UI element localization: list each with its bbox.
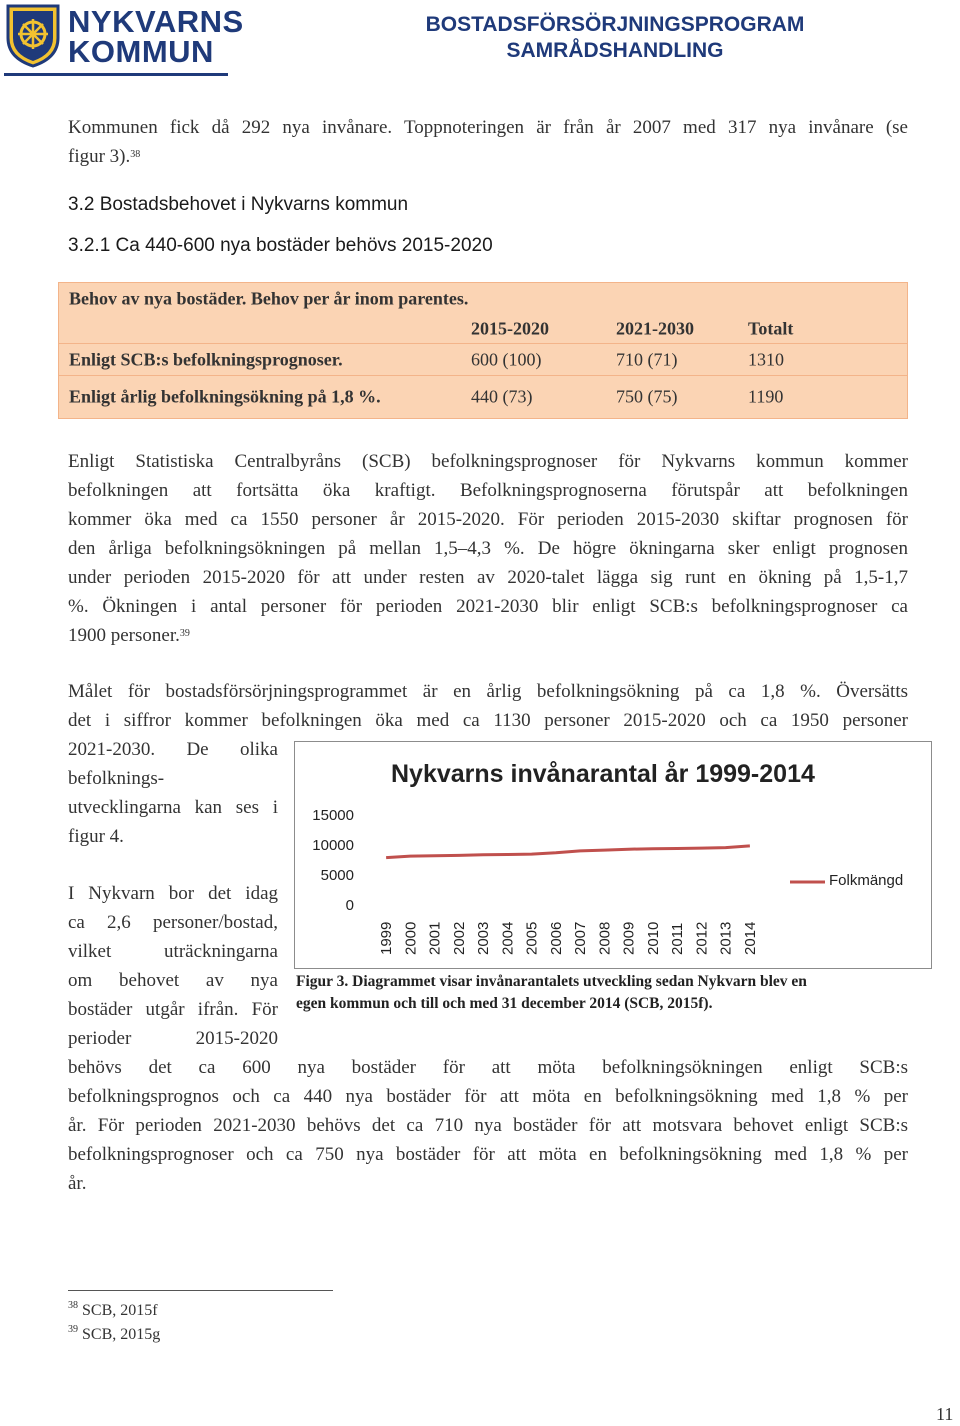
nykvarns-kommun-logo — [4, 2, 244, 78]
x-tick-label: 2000 — [402, 921, 420, 955]
x-tick-label: 2001 — [426, 921, 444, 955]
paragraph-line: befolkningsprognos och ca 440 nya bostäder för att möta en befolkningsökning med 1,8 % per — [68, 1086, 908, 1107]
y-tick-label: 15000 — [312, 807, 354, 824]
x-tick-label: 2005 — [523, 921, 541, 955]
paragraph-line: perioder 2015-2020 — [68, 1028, 278, 1049]
logo-text-line2: KOMMUN — [68, 34, 214, 69]
x-tick-label: 2011 — [669, 922, 687, 955]
logo-text-line1: NYKVARNS — [68, 4, 244, 39]
x-tick-label: 2009 — [620, 921, 638, 955]
footnote — [68, 1302, 158, 1320]
column-header: 2021-2030 — [616, 318, 694, 339]
series-line-folkmängd — [386, 846, 750, 858]
y-tick-label: 5000 — [320, 867, 354, 884]
intro-line: Kommunen fick då 292 nya invånare. Toppnoteringen är från år 2007 med 317 nya invånare (se — [68, 117, 908, 138]
table-header-row — [58, 282, 908, 344]
housing-paragraph-narrow — [68, 879, 278, 1053]
logo-underline — [4, 73, 228, 76]
document-title: BOSTADSFÖRSÖRJNINGSPROGRAM — [425, 13, 805, 36]
footnote-text: SCB, 2015f — [82, 1302, 158, 1319]
x-tick-label: 1999 — [378, 921, 396, 955]
paragraph-line: utvecklingarna kan ses i — [68, 797, 278, 818]
page-number: 11 — [936, 1404, 954, 1424]
housing-paragraph — [68, 1053, 908, 1198]
paragraph-line: den årliga befolkningsökningen på mellan 1,5–4,3 %. De högre ökningarna sker enligt prognosen — [68, 538, 908, 559]
x-tick-label: 2014 — [741, 921, 759, 955]
figure-caption — [296, 971, 916, 1015]
paragraph-line: under perioden 2015-2020 för att under resten av 2020-talet lägga sig runt en ökning på 1,5-1,7 — [68, 567, 908, 588]
y-tick-label: 10000 — [312, 837, 354, 854]
document-subtitle: SAMRÅDSHANDLING — [506, 39, 724, 62]
column-header: 2015-2020 — [471, 318, 549, 339]
population-chart — [294, 741, 932, 969]
x-tick-label: 2007 — [572, 921, 590, 955]
goal-paragraph — [68, 677, 908, 735]
intro-line: figur 3). — [68, 146, 131, 167]
table-caption: Behov av nya bostäder. Behov per år inom parentes. — [69, 288, 469, 309]
x-tick-label: 2003 — [475, 921, 493, 955]
chart-title: Nykvarns invånarantal år 1999-2014 — [391, 760, 815, 788]
subsection-heading: 3.2.1 Ca 440-600 nya bostäder behövs 2015-2020 — [68, 235, 493, 256]
x-tick-label: 2013 — [717, 921, 735, 955]
footnote-text: SCB, 2015g — [82, 1326, 161, 1343]
paragraph-line: ca 2,6 personer/bostad, — [68, 912, 278, 933]
x-tick-label: 2006 — [547, 921, 565, 955]
paragraph-line: kommer öka med ca 1550 personer år 2015-2020. För perioden 2015-2030 skiftar prognosen för — [68, 509, 908, 530]
x-tick-label: 2008 — [596, 921, 614, 955]
paragraph-line: om behovet av nya — [68, 970, 278, 991]
paragraph-line: figur 4. — [68, 826, 124, 847]
paragraph-line: befolkningsprognoser och ca 750 nya bostäder för att möta en befolkningsökning med 1,8 % per — [68, 1144, 908, 1165]
paragraph-line: befolkningen att fortsätta öka kraftigt. Befolkningsprognoserna förutspår att befolkningen — [68, 480, 908, 501]
paragraph-line: befolknings- — [68, 768, 165, 789]
footnote-separator — [68, 1290, 333, 1291]
paragraph-line: år. För perioden 2021-2030 behövs det ca 710 nya bostäder för att motsvara behovet enligt SCB:s — [68, 1115, 908, 1136]
table-row — [58, 375, 908, 419]
row-label: Enligt SCB:s befolkningsprognoser. — [69, 349, 343, 369]
footnote — [68, 1326, 160, 1344]
intro-paragraph — [68, 113, 908, 171]
x-tick-label: 2012 — [693, 921, 711, 955]
caption-line: Figur 3. Diagrammet visar invånarantalets utveckling sedan Nykvarn blev en — [296, 973, 807, 990]
y-tick-label: 0 — [345, 897, 354, 914]
table-cell: 1190 — [748, 386, 784, 407]
paragraph-line: behövs det ca 600 nya bostäder för att möta befolkningsökningen enligt SCB:s — [68, 1057, 908, 1078]
paragraph-line: %. Ökningen i antal personer för perioden 2021-2030 blir enligt SCB:s befolkningsprognoser ca — [68, 596, 908, 617]
footnote-number: 39 — [68, 1324, 78, 1335]
paragraph-line: 1900 personer. — [68, 625, 180, 646]
paragraph-line: vilket uträckningarna — [68, 941, 278, 962]
goal-paragraph-narrow — [68, 735, 278, 851]
legend-label: Folkmängd — [829, 872, 904, 889]
x-tick-label: 2002 — [450, 921, 468, 955]
paragraph-line: I Nykvarn bor det idag — [68, 883, 278, 904]
paragraph-line: det i siffror kommer befolkningen öka med ca 1130 personer 2015-2020 och ca 1950 personer — [68, 710, 908, 731]
row-label: Enligt årlig befolkningsökning på 1,8 %. — [69, 386, 381, 407]
x-tick-label: 2010 — [644, 921, 662, 955]
caption-line: egen kommun och till och med 31 december 2014 (SCB, 2015f). — [296, 995, 713, 1012]
column-header: Totalt — [748, 318, 794, 339]
table-cell: 710 (71) — [616, 349, 678, 369]
chart-plot — [295, 742, 931, 968]
footnote-number: 38 — [68, 1300, 78, 1311]
table-cell: 750 (75) — [616, 386, 678, 407]
table-cell: 440 (73) — [471, 386, 533, 407]
paragraph-line: år. — [68, 1173, 87, 1194]
population-forecast-paragraph — [68, 447, 908, 650]
coat-of-arms-icon — [4, 2, 62, 68]
footnote-ref: 39 — [179, 628, 190, 639]
table-row — [58, 343, 908, 376]
paragraph-line: Enligt Statistiska Centralbyråns (SCB) befolkningsprognoser för Nykvarns kommun kommer — [68, 451, 908, 472]
table-cell: 1310 — [748, 349, 784, 369]
paragraph-line: bostäder utgår ifrån. För — [68, 999, 278, 1020]
footnote-ref: 38 — [130, 149, 141, 160]
paragraph-line: Målet för bostadsförsörjningsprogrammet är en årlig befolkningsökning på ca 1,8 %. Översätts — [68, 681, 908, 702]
x-tick-label: 2004 — [499, 921, 517, 955]
section-heading: 3.2 Bostadsbehovet i Nykvarns kommun — [68, 194, 409, 215]
table-cell: 600 (100) — [471, 349, 542, 369]
paragraph-line: 2021-2030. De olika — [68, 739, 278, 760]
